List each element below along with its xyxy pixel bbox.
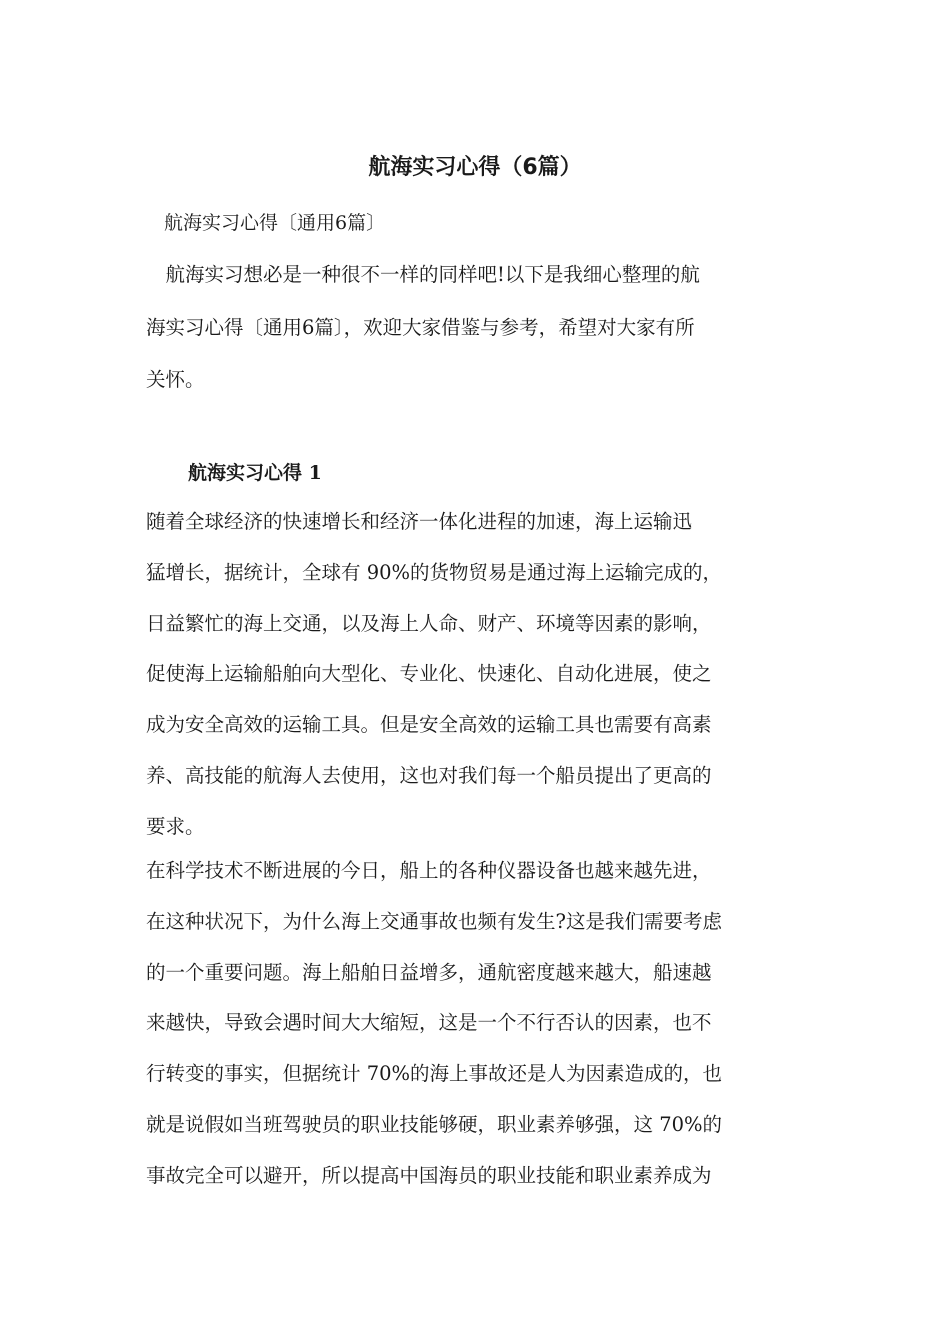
intro-line: 关怀。: [146, 368, 205, 391]
paragraph-line: 养、高技能的航海人去使用，这也对我们每一个船员提出了更高的: [146, 763, 712, 787]
intro-line: 海实习心得〔通用6篇〕，欢迎大家借鉴与参考，希望对大家有所: [146, 315, 695, 339]
paragraph-line: 成为安全高效的运输工具。但是安全高效的运输工具也需要有高素: [146, 713, 712, 737]
section-heading: 航海实习心得 1: [188, 462, 322, 484]
paragraph-line: 的一个重要问题。海上船舶日益增多，通航密度越来越大，船速越: [146, 960, 712, 984]
paragraph-2: [146, 846, 826, 1202]
paragraph-line: 促使海上运输船舶向大型化、专业化、快速化、自动化进展，使之: [146, 662, 712, 686]
paragraph-line: 日益繁忙的海上交通，以及海上人命、财产、环境等因素的影响，: [146, 611, 712, 635]
document-subtitle: 航海实习心得〔通用6篇〕: [164, 212, 386, 234]
paragraph-line: 来越快，导致会遇时间大大缩短，这是一个不行否认的因素，也不: [146, 1011, 712, 1035]
paragraph-line: 在科学技术不断进展的今日，船上的各种仪器设备也越来越先进，: [146, 859, 712, 882]
paragraph-line: 行转变的事实，但据统计 70%的海上事故还是人为因素造成的，也: [146, 1062, 723, 1086]
paragraph-line: 事故完全可以避开，所以提高中国海员的职业技能和职业素养成为: [146, 1163, 712, 1187]
document-title: 航海实习心得（6篇）: [368, 155, 582, 180]
paragraph-line: 就是说假如当班驾驶员的职业技能够硬，职业素养够强，这 70%的: [146, 1112, 723, 1136]
intro-paragraph: [146, 249, 826, 407]
paragraph-line: 在这种状况下，为什么海上交通事故也频有发生?这是我们需要考虑: [146, 909, 722, 933]
paragraph-line: 猛增长，据统计，全球有 90%的货物贸易是通过海上运输完成的，: [146, 560, 723, 584]
intro-line: 航海实习想必是一种很不一样的同样吧!以下是我细心整理的航: [146, 263, 700, 286]
paragraph-1: [146, 497, 826, 853]
paragraph-line: 要求。: [146, 814, 205, 838]
paragraph-line: 随着全球经济的快速增长和经济一体化进程的加速，海上运输迅: [146, 510, 693, 533]
